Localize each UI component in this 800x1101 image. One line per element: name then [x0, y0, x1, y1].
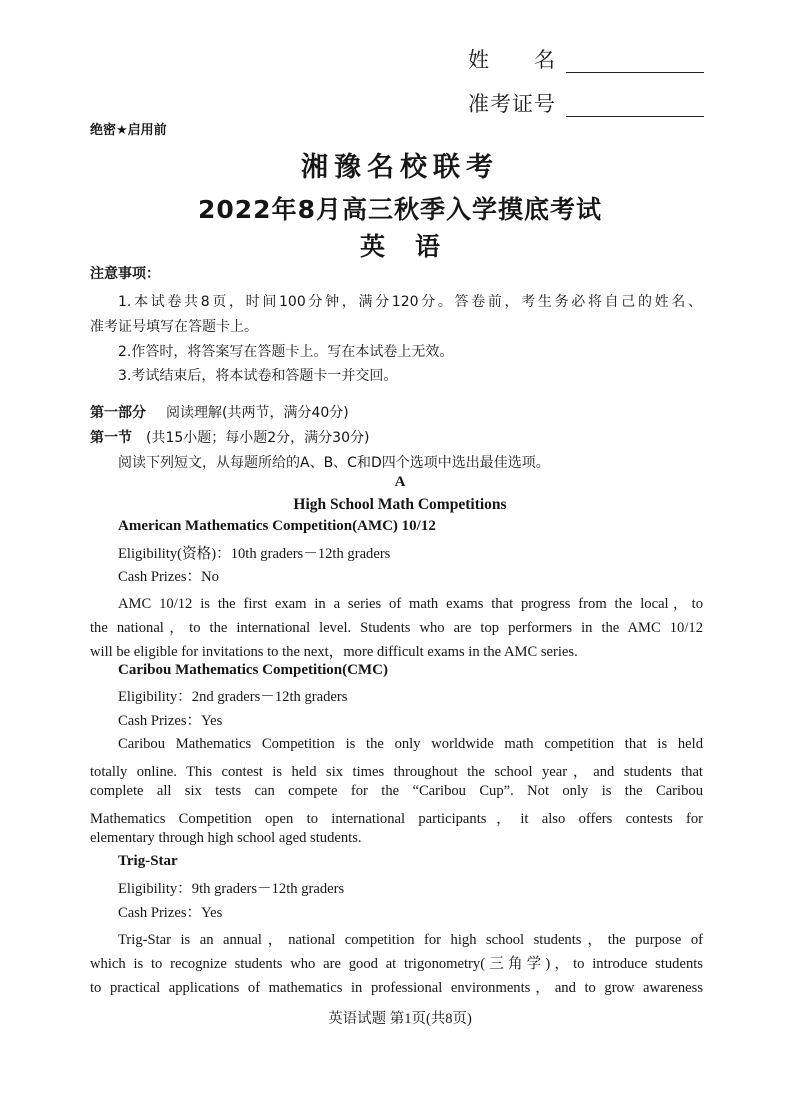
amc-eligibility: Eligibility(资格)：10th graders－12th graders — [118, 546, 391, 562]
amc-heading: American Mathematics Competition(AMC) 10/12 — [118, 518, 436, 534]
reading-instruction: 阅读下列短文，从每题所给的A、B、C和D四个选项中选出最佳选项。 — [118, 455, 550, 471]
exam-id-field-label: 准考证号 — [468, 92, 556, 116]
cmc-heading: Caribou Mathematics Competition(CMC) — [118, 662, 388, 678]
cmc-eligibility: Eligibility：2nd graders－12th graders — [118, 689, 348, 705]
notice-item-1-line-2: 准考证号填写在答题卡上。 — [90, 319, 258, 335]
name-field-line — [566, 72, 704, 73]
trig-star-heading: Trig-Star — [118, 853, 178, 869]
confidential-label: 绝密★启用前 — [90, 123, 167, 138]
name-field-label: 姓 名 — [468, 48, 556, 72]
subject-title: 英语 — [359, 232, 470, 261]
part-1-title: 阅读理解(共两节，满分40分) — [166, 405, 349, 421]
cmc-paragraph-line-4: Mathematics Competition open to international participants，it also offers contests for — [90, 811, 703, 827]
amc-paragraph-line-2: the national，to the international level. Students who are top performers in the AMC 10/12 — [90, 620, 703, 636]
section-1-title: (共15小题；每小题2分，满分30分) — [146, 430, 370, 446]
trig-star-paragraph-line-2: which is to recognize students who are good at trigonometry(三角学)，to introduce students — [90, 956, 703, 972]
passage-title: High School Math Competitions — [293, 496, 507, 513]
exam-id-field-line — [566, 116, 704, 117]
section-1-label: 第一节 — [90, 430, 132, 446]
notice-item-3: 3.考试结束后，将本试卷和答题卡一并交回。 — [118, 368, 398, 384]
passage-letter: A — [394, 474, 406, 490]
cmc-paragraph-line-2: totally online. This contest is held six times throughout the school year，and students that — [90, 764, 703, 780]
notice-item-1-line-1: 1.本试卷共8页，时间100分钟，满分120分。答卷前，考生务必将自己的姓名、 — [118, 294, 702, 310]
exam-union-title: 湘豫名校联考 — [301, 152, 499, 183]
cmc-paragraph-line-3: complete all six tests can compete for the “Caribou Cup”. Not only is the Caribou — [90, 783, 703, 799]
exam-title: 2022年8月高三秋季入学摸底考试 — [198, 195, 602, 224]
cmc-paragraph-line-1: Caribou Mathematics Competition is the only worldwide math competition that is held — [118, 736, 703, 752]
amc-paragraph-line-1: AMC 10/12 is the first exam in a series of math exams that progress from the local，to — [118, 596, 703, 612]
trig-star-eligibility: Eligibility：9th graders－12th graders — [118, 881, 345, 897]
amc-cash-prizes: Cash Prizes：No — [118, 569, 219, 585]
cmc-cash-prizes: Cash Prizes：Yes — [118, 713, 223, 729]
amc-paragraph-line-3: will be eligible for invitations to the next，more difficult exams in the AMC series. — [90, 644, 578, 660]
trig-star-paragraph-line-3: to practical applications of mathematics in professional environments，and to grow awareness — [90, 980, 703, 996]
trig-star-cash-prizes: Cash Prizes：Yes — [118, 905, 223, 921]
page-footer: 英语试题 第1页(共8页) — [328, 1011, 472, 1027]
part-1-label: 第一部分 — [90, 405, 146, 421]
cmc-paragraph-line-5: elementary through high school aged students. — [90, 830, 362, 846]
notice-item-2: 2.作答时，将答案写在答题卡上。写在本试卷上无效。 — [118, 344, 454, 360]
trig-star-paragraph-line-1: Trig-Star is an annual，national competition for high school students，the purpose of — [118, 932, 703, 948]
notice-heading: 注意事项： — [90, 266, 160, 282]
